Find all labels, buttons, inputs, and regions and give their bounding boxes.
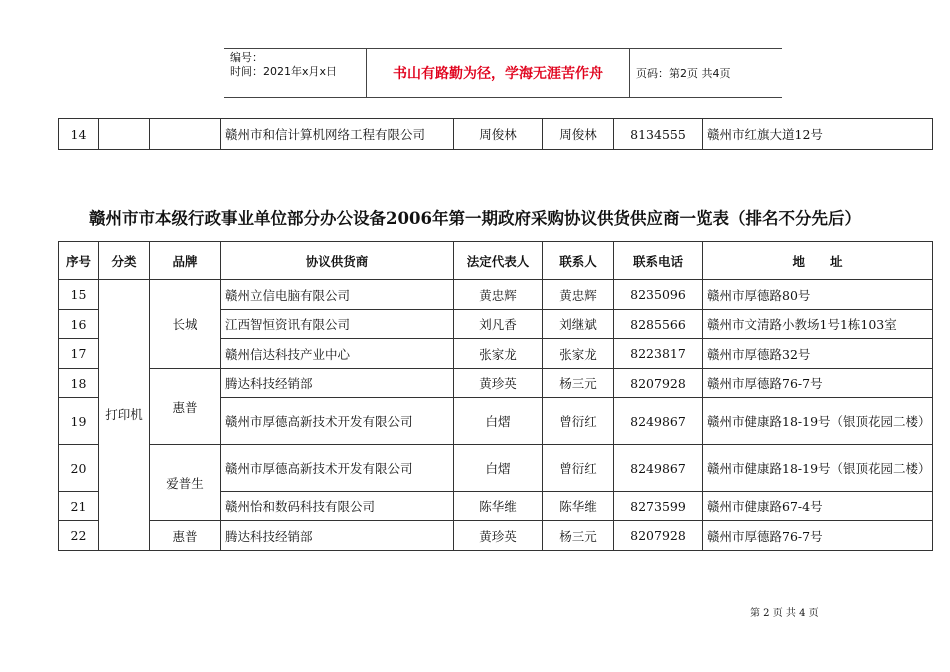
carryover-table [58, 118, 933, 150]
row-index: 17 [59, 339, 99, 369]
row-legal-rep: 白熠 [454, 445, 543, 492]
row-phone: 8207928 [614, 521, 703, 551]
row-index: 14 [59, 119, 99, 150]
row-legal-rep: 黄珍英 [454, 521, 543, 551]
row-contact: 刘继斌 [543, 310, 614, 339]
row-supplier: 腾达科技经销部 [221, 521, 454, 551]
row-legal-rep: 白熠 [454, 398, 543, 445]
row-phone: 8134555 [614, 119, 703, 150]
brand-cell: 惠普 [150, 369, 221, 445]
header-meta [230, 51, 337, 79]
row-supplier: 赣州市和信计算机网络工程有限公司 [221, 119, 454, 150]
row-category [99, 119, 150, 150]
row-brand [150, 119, 221, 150]
row-contact: 曾衍红 [543, 445, 614, 492]
row-address: 赣州市健康路18-19号（银顶花园二楼） [703, 398, 933, 445]
table-row [59, 119, 933, 150]
row-legal-rep: 周俊林 [454, 119, 543, 150]
header-page-info: 页码：第2页 共4页 [636, 67, 731, 80]
row-contact: 杨三元 [543, 369, 614, 398]
header-index: 序号 [59, 242, 99, 280]
table-row [59, 369, 933, 398]
row-supplier: 江西智恒资讯有限公司 [221, 310, 454, 339]
category-cell: 打印机 [99, 280, 150, 551]
row-phone: 8223817 [614, 339, 703, 369]
row-contact: 曾衍红 [543, 398, 614, 445]
row-supplier: 腾达科技经销部 [221, 369, 454, 398]
brand-cell: 爱普生 [150, 445, 221, 521]
number-label: 编号： [230, 51, 263, 64]
row-contact: 周俊林 [543, 119, 614, 150]
header-motto: 书山有路勤为径，学海无涯苦作舟 [393, 66, 603, 82]
row-phone: 8249867 [614, 445, 703, 492]
row-address: 赣州市厚德路32号 [703, 339, 933, 369]
row-phone: 8249867 [614, 398, 703, 445]
row-supplier: 赣州市厚德高新技术开发有限公司 [221, 445, 454, 492]
row-contact: 黄忠辉 [543, 280, 614, 310]
row-legal-rep: 黄忠辉 [454, 280, 543, 310]
row-supplier: 赣州信达科技产业中心 [221, 339, 454, 369]
supplier-table [58, 241, 933, 551]
row-phone: 8207928 [614, 369, 703, 398]
row-legal-rep: 张家龙 [454, 339, 543, 369]
row-address: 赣州市健康路18-19号（银顶花园二楼） [703, 445, 933, 492]
table-header-row [59, 242, 933, 280]
page-header [224, 48, 782, 98]
header-supplier: 协议供货商 [221, 242, 454, 280]
row-contact: 杨三元 [543, 521, 614, 551]
row-phone: 8285566 [614, 310, 703, 339]
header-address: 地 址 [703, 242, 933, 280]
row-address: 赣州市红旗大道12号 [703, 119, 933, 150]
row-address: 赣州市文清路小教场1号1栋103室 [703, 310, 933, 339]
header-divider [629, 49, 630, 97]
row-index: 18 [59, 369, 99, 398]
row-index: 15 [59, 280, 99, 310]
row-index: 21 [59, 492, 99, 521]
header-legal-rep: 法定代表人 [454, 242, 543, 280]
page-footer: 第 2 页 共 4 页 [750, 608, 819, 619]
row-phone: 8235096 [614, 280, 703, 310]
row-legal-rep: 陈华维 [454, 492, 543, 521]
header-phone: 联系电话 [614, 242, 703, 280]
row-address: 赣州市厚德路76-7号 [703, 521, 933, 551]
row-legal-rep: 刘凡香 [454, 310, 543, 339]
row-contact: 陈华维 [543, 492, 614, 521]
row-index: 20 [59, 445, 99, 492]
header-category: 分类 [99, 242, 150, 280]
row-address: 赣州市健康路67-4号 [703, 492, 933, 521]
row-index: 16 [59, 310, 99, 339]
table-row [59, 280, 933, 310]
table-row [59, 521, 933, 551]
document-title: 赣州市市本级行政事业单位部分办公设备2006年第一期政府采购协议供货供应商一览表（排名不分先后） [89, 209, 861, 228]
row-supplier: 赣州怡和数码科技有限公司 [221, 492, 454, 521]
header-contact: 联系人 [543, 242, 614, 280]
table-row [59, 445, 933, 492]
brand-cell: 惠普 [150, 521, 221, 551]
row-legal-rep: 黄珍英 [454, 369, 543, 398]
row-index: 22 [59, 521, 99, 551]
time-label: 时间：2021年x月x日 [230, 65, 338, 78]
brand-cell: 长城 [150, 280, 221, 369]
row-supplier: 赣州立信电脑有限公司 [221, 280, 454, 310]
row-contact: 张家龙 [543, 339, 614, 369]
row-index: 19 [59, 398, 99, 445]
header-brand: 品牌 [150, 242, 221, 280]
row-address: 赣州市厚德路76-7号 [703, 369, 933, 398]
row-address: 赣州市厚德路80号 [703, 280, 933, 310]
row-phone: 8273599 [614, 492, 703, 521]
row-supplier: 赣州市厚德高新技术开发有限公司 [221, 398, 454, 445]
